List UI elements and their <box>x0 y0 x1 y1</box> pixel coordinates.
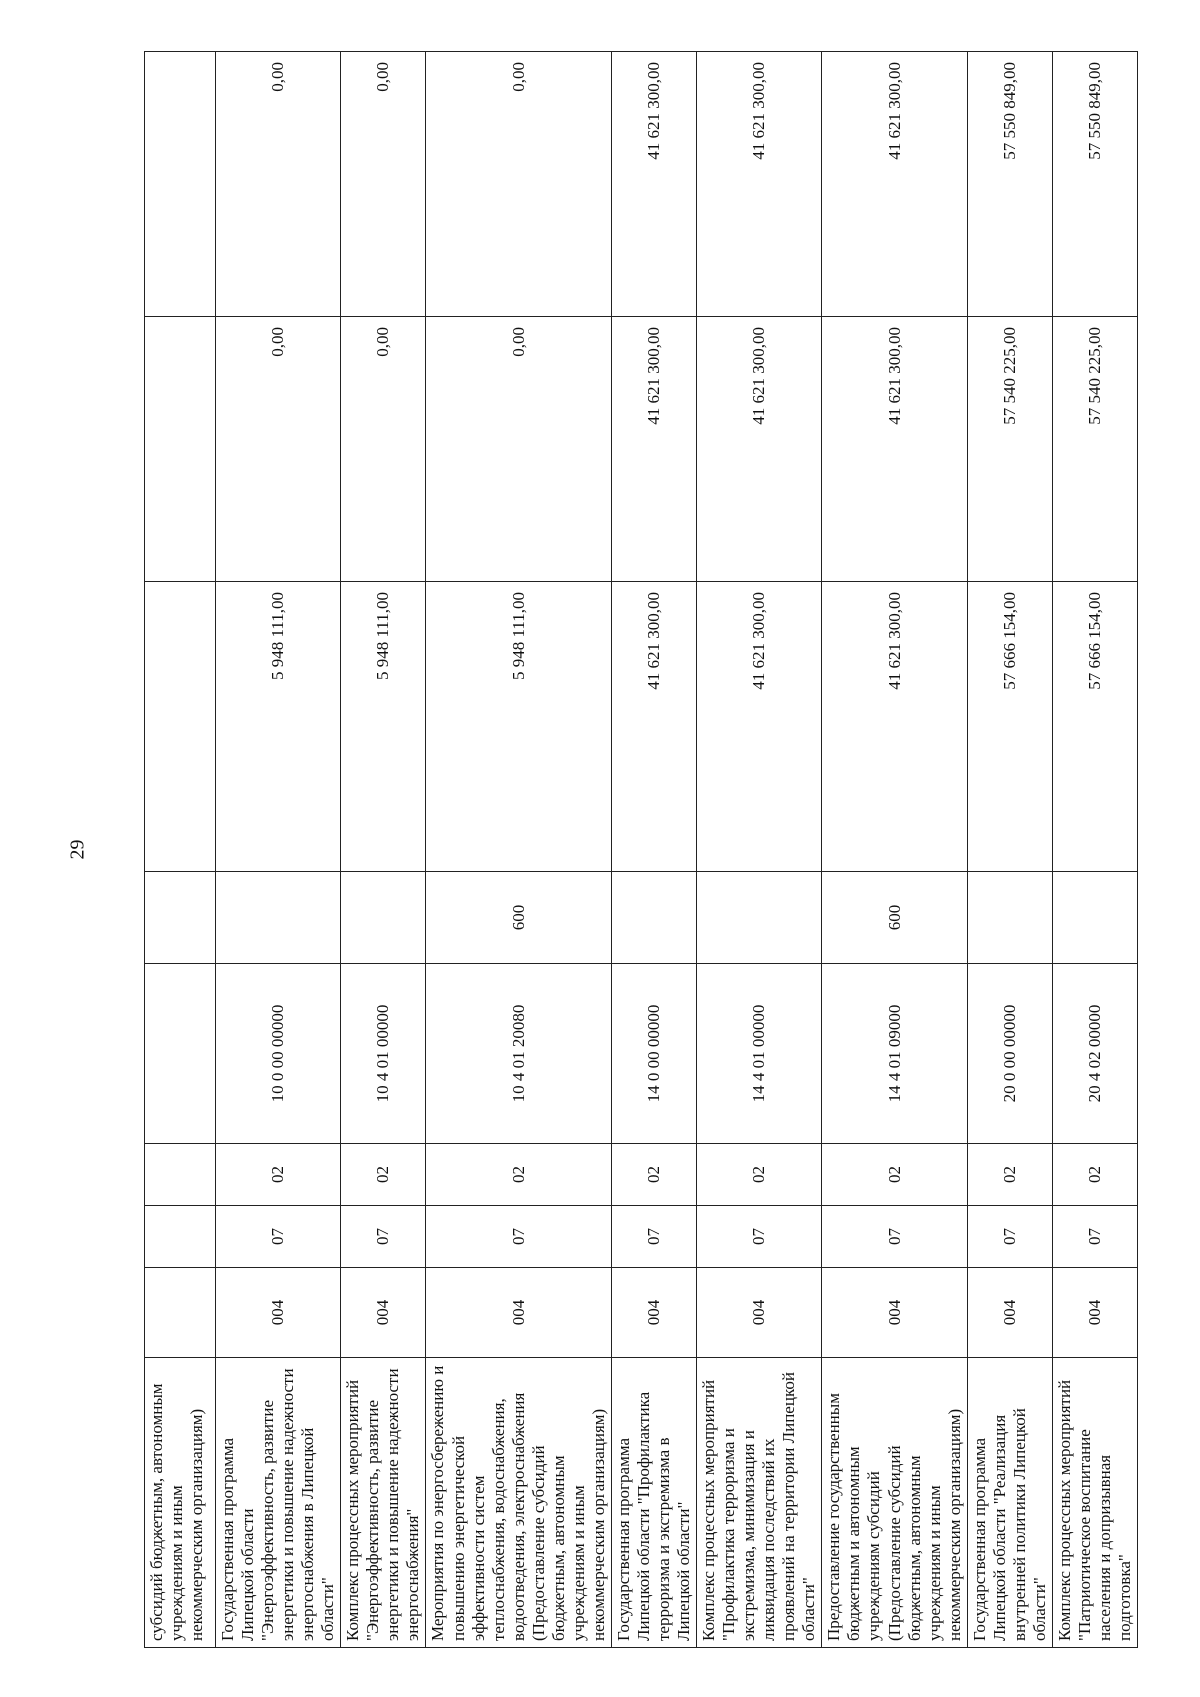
target-article-cell: 20 4 02 00000 <box>1052 964 1137 1144</box>
amount-year3-cell: 0,00 <box>341 52 426 317</box>
amount-year1-cell: 5 948 111,00 <box>341 582 426 872</box>
amount-year1-cell: 5 948 111,00 <box>426 582 611 872</box>
target-article-cell: 10 0 00 00000 <box>216 964 341 1144</box>
grbs-cell: 004 <box>426 1268 611 1358</box>
section-cell <box>145 1206 216 1268</box>
amount-year2-cell: 0,00 <box>341 317 426 582</box>
table-row <box>1052 52 1137 1648</box>
target-article-cell: 14 4 01 00000 <box>697 964 822 1144</box>
page-number: 29 <box>66 839 89 860</box>
subsection-cell: 02 <box>822 1144 967 1206</box>
amount-year1-cell <box>145 582 216 872</box>
grbs-cell: 004 <box>822 1268 967 1358</box>
row-name-cell: Предоставление государственным бюджетным и автономным учреждениям субсидий (Предоставление субсидий бюджетным, автономным учреждениям и иным некоммерческим организациям) <box>822 1358 967 1648</box>
grbs-cell: 004 <box>1052 1268 1137 1358</box>
amount-year1-cell: 41 621 300,00 <box>697 582 822 872</box>
budget-table-rotated-container <box>144 52 1200 1641</box>
row-name-cell: субсидий бюджетным, автономным учреждениям и иным некоммерческим организациям) <box>145 1358 216 1648</box>
row-name-cell: Комплекс процессных мероприятий "Энергоэффективность, развитие энергетики и повышение надежности энергоснабжения" <box>341 1358 426 1648</box>
amount-year1-cell: 57 666 154,00 <box>967 582 1052 872</box>
table-row <box>822 52 967 1648</box>
amount-year1-cell: 41 621 300,00 <box>822 582 967 872</box>
expense-type-cell <box>611 872 696 964</box>
amount-year3-cell: 57 550 849,00 <box>967 52 1052 317</box>
target-article-cell: 10 4 01 00000 <box>341 964 426 1144</box>
table-row <box>697 52 822 1648</box>
amount-year2-cell: 41 621 300,00 <box>822 317 967 582</box>
subsection-cell: 02 <box>1052 1144 1137 1206</box>
expense-type-cell <box>967 872 1052 964</box>
amount-year2-cell <box>145 317 216 582</box>
table-row <box>426 52 611 1648</box>
section-cell: 07 <box>967 1206 1052 1268</box>
amount-year3-cell <box>145 52 216 317</box>
target-article-cell: 20 0 00 00000 <box>967 964 1052 1144</box>
amount-year3-cell: 57 550 849,00 <box>1052 52 1137 317</box>
subsection-cell: 02 <box>967 1144 1052 1206</box>
section-cell: 07 <box>426 1206 611 1268</box>
grbs-cell: 004 <box>967 1268 1052 1358</box>
grbs-cell: 004 <box>341 1268 426 1358</box>
row-name-cell: Государственная программа Липецкой области "Энергоэффективность, развитие энергетики и повышение надежности энергоснабжения в Липецкой области" <box>216 1358 341 1648</box>
amount-year2-cell: 57 540 225,00 <box>967 317 1052 582</box>
grbs-cell: 004 <box>611 1268 696 1358</box>
expense-type-cell: 600 <box>426 872 611 964</box>
section-cell: 07 <box>611 1206 696 1268</box>
amount-year2-cell: 41 621 300,00 <box>611 317 696 582</box>
section-cell: 07 <box>341 1206 426 1268</box>
row-name-cell: Комплекс процессных мероприятий "Профилактика терроризма и экстремизма, минимизация и ликвидация последствий их проявлений на территории Липецкой области" <box>697 1358 822 1648</box>
target-article-cell <box>145 964 216 1144</box>
amount-year2-cell: 0,00 <box>426 317 611 582</box>
subsection-cell: 02 <box>341 1144 426 1206</box>
amount-year3-cell: 41 621 300,00 <box>822 52 967 317</box>
section-cell: 07 <box>1052 1206 1137 1268</box>
target-article-cell: 14 0 00 00000 <box>611 964 696 1144</box>
subsection-cell: 02 <box>426 1144 611 1206</box>
section-cell: 07 <box>697 1206 822 1268</box>
table-row <box>145 52 216 1648</box>
table-row <box>967 52 1052 1648</box>
expense-type-cell <box>341 872 426 964</box>
table-row <box>341 52 426 1648</box>
subsection-cell <box>145 1144 216 1206</box>
expense-type-cell <box>1052 872 1137 964</box>
expense-type-cell <box>697 872 822 964</box>
row-name-cell: Мероприятия по энергосбережению и повышению энергетической эффективности систем теплоснабжения, водоснабжения, водоотведения, электроснабжения (Предоставление субсидий бюджетным, автономным учреждениям и иным некоммерческим организациям) <box>426 1358 611 1648</box>
section-cell: 07 <box>216 1206 341 1268</box>
grbs-cell: 004 <box>216 1268 341 1358</box>
target-article-cell: 10 4 01 20080 <box>426 964 611 1144</box>
row-name-cell: Комплекс процессных мероприятий "Патриотическое воспитание населения и допризывная подготовка" <box>1052 1358 1137 1648</box>
amount-year2-cell: 0,00 <box>216 317 341 582</box>
amount-year3-cell: 0,00 <box>426 52 611 317</box>
amount-year3-cell: 0,00 <box>216 52 341 317</box>
section-cell: 07 <box>822 1206 967 1268</box>
table-row <box>611 52 696 1648</box>
subsection-cell: 02 <box>697 1144 822 1206</box>
expense-type-cell: 600 <box>822 872 967 964</box>
row-name-cell: Государственная программа Липецкой области "Профилактика терроризма и экстремизма в Липецкой области" <box>611 1358 696 1648</box>
amount-year2-cell: 57 540 225,00 <box>1052 317 1137 582</box>
subsection-cell: 02 <box>611 1144 696 1206</box>
table-row <box>216 52 341 1648</box>
budget-table-wrapper <box>144 52 1135 1648</box>
amount-year1-cell: 5 948 111,00 <box>216 582 341 872</box>
grbs-cell <box>145 1268 216 1358</box>
expense-type-cell <box>145 872 216 964</box>
budget-table <box>144 51 1138 1648</box>
amount-year1-cell: 57 666 154,00 <box>1052 582 1137 872</box>
grbs-cell: 004 <box>697 1268 822 1358</box>
amount-year1-cell: 41 621 300,00 <box>611 582 696 872</box>
amount-year3-cell: 41 621 300,00 <box>697 52 822 317</box>
target-article-cell: 14 4 01 09000 <box>822 964 967 1144</box>
expense-type-cell <box>216 872 341 964</box>
amount-year3-cell: 41 621 300,00 <box>611 52 696 317</box>
row-name-cell: Государственная программа Липецкой области "Реализация внутренней политики Липецкой области" <box>967 1358 1052 1648</box>
subsection-cell: 02 <box>216 1144 341 1206</box>
amount-year2-cell: 41 621 300,00 <box>697 317 822 582</box>
